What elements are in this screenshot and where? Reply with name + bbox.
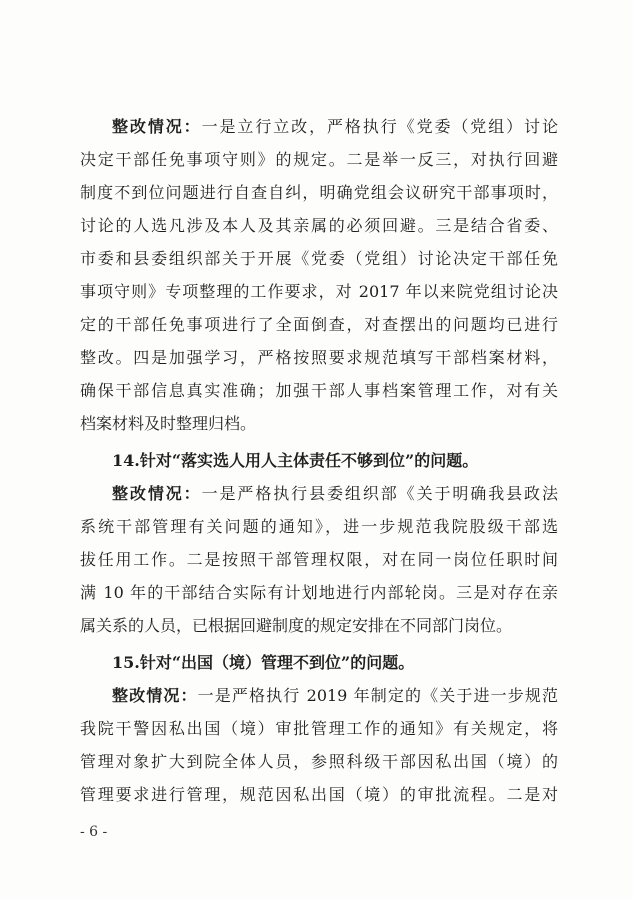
body-text: 一是立行立改，严格执行《党委（党组）讨论 [201, 117, 558, 136]
body-line: 定的干部任免事项进行了全面倒查，对查摆出的问题均已进行 [80, 315, 558, 334]
item-heading-14: 14.针对“落实选人用人主体责任不够到位”的问题。 [112, 451, 479, 470]
body-line: 确保干部信息真实准确；加强干部人事档案管理工作，对有关 [80, 381, 558, 400]
body-line: 制度不到位问题进行自查自纠，明确党组会议研究干部事项时， [80, 183, 558, 202]
paragraph-first-line [80, 110, 558, 143]
paragraph-first-line [80, 679, 558, 712]
body-line: 拔任用工作。二是按照干部管理权限，对在同一岗位任职时间 [80, 550, 558, 569]
body-line: 我院干警因私出国（境）审批管理工作的通知》有关规定，将 [80, 719, 558, 738]
body-line: 管理对象扩大到院全体人员，参照科级干部因私出国（境）的 [80, 752, 558, 771]
body-line: 市委和县委组织部关于开展《党委（党组）讨论决定干部任免 [80, 249, 558, 268]
document-body [80, 110, 558, 811]
rectification-label: 整改情况： [112, 117, 202, 136]
paragraph-first-line [80, 477, 558, 510]
body-text: 一是严格执行 2019 年制定的《关于进一步规范 [197, 686, 558, 705]
body-line: 事项守则》专项整理的工作要求，对 2017 年以来院党组讨论决 [80, 282, 558, 301]
body-line: 系统干部管理有关问题的通知》，进一步规范我院股级干部选 [80, 517, 558, 536]
rectification-label: 整改情况： [112, 484, 202, 503]
body-line: 管理要求进行管理，规范因私出国（境）的审批流程。二是对 [80, 785, 558, 804]
page-number: - 6 - [80, 824, 108, 840]
body-line: 档案材料及时整理归档。 [80, 414, 257, 433]
body-line: 决定干部任免事项守则》的规定。二是举一反三，对执行回避 [80, 150, 558, 169]
item-heading-15: 15.针对“出国（境）管理不到位”的问题。 [112, 653, 415, 672]
body-line: 属关系的人员，已根据回避制度的规定安排在不同部门岗位。 [80, 616, 513, 635]
body-line: 讨论的人选凡涉及本人及其亲属的必须回避。三是结合省委、 [80, 216, 558, 235]
body-line: 整改。四是加强学习，严格按照要求规范填写干部档案材料， [80, 348, 558, 367]
body-line: 满 10 年的干部结合实际有计划地进行内部轮岗。三是对存在亲 [80, 583, 558, 602]
rectification-label: 整改情况： [112, 686, 198, 705]
body-text: 一是严格执行县委组织部《关于明确我县政法 [201, 484, 558, 503]
